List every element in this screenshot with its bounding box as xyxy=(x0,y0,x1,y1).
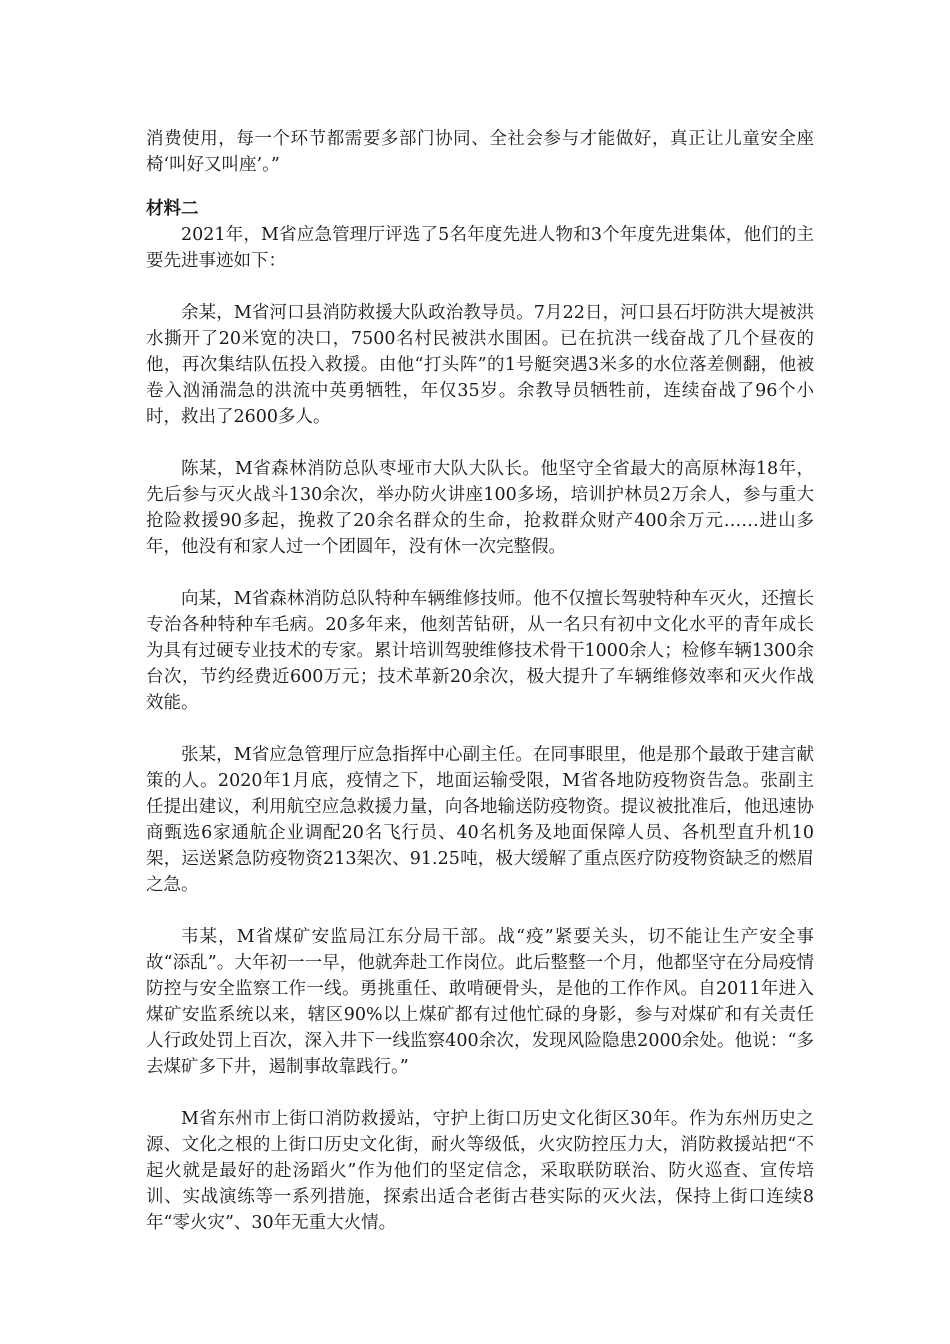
paragraph-yu: 余某，M省河口县消防救援大队政治教导员。7月22日，河口县石圩防洪大堤被洪水撕开了20米宽的决口，7500名村民被洪水围困。已在抗洪一线奋战了几个昼夜的他，再次集结队伍投入救援。由他“打头阵”的1号艇突遇3米多的水位落差侧翻，他被卷入汹涌湍急的洪流中英勇牺牲，年仅35岁。余教导员牺牲前，连续奋战了96个小时，救出了2600多人。 xyxy=(146,303,814,427)
spacer xyxy=(146,274,814,300)
section-intro: 2021年，M省应急管理厅评选了5名年度先进人物和3个年度先进集体，他们的主要先进事迹如下： xyxy=(146,225,814,271)
spacer xyxy=(146,430,814,456)
spacer xyxy=(146,1080,814,1106)
spacer xyxy=(146,716,814,742)
document-page xyxy=(146,126,814,1236)
spacer xyxy=(146,560,814,586)
paragraph-zhang: 张某，M省应急管理厅应急指挥中心副主任。在同事眼里，他是那个最敢于建言献策的人。2020年1月底，疫情之下，地面运输受限，M省各地防疫物资告急。张副主任提出建议，利用航空应急救援力量，向各地输送防疫物资。提议被批准后，他迅速协商甄选6家通航企业调配20名飞行员、40名机务及地面保障人员、各机型直升机10架，运送紧急防疫物资213架次、91.25吨，极大缓解了重点医疗防疫物资缺乏的燃眉之急。 xyxy=(146,745,814,895)
spacer xyxy=(146,898,814,924)
section-title: 材料二 xyxy=(146,199,199,219)
intro-continuation: 消费使用，每一个环节都需要多部门协同、全社会参与才能做好，真正让儿童安全座椅‘叫好又叫座’。” xyxy=(146,129,814,175)
paragraph-chen: 陈某，M省森林消防总队枣垭市大队大队长。他坚守全省最大的高原林海18年，先后参与灭火战斗130余次，举办防火讲座100多场，培训护林员2万余人，参与重大抢险救援90多起，挽救了20余名群众的生命，抢救群众财产400余万元……进山多年，他没有和家人过一个团圆年，没有休一次完整假。 xyxy=(146,459,814,557)
spacer xyxy=(146,178,814,196)
paragraph-wei: 韦某，M省煤矿安监局江东分局干部。战“疫”紧要关头，切不能让生产安全事故“添乱”。大年初一一早，他就奔赴工作岗位。此后整整一个月，他都坚守在分局疫情防控与安全监察工作一线。勇挑重任、敢啃硬骨头，是他的工作作风。自2011年进入煤矿安监系统以来，辖区90%以上煤矿都有过他忙碌的身影，参与对煤矿和有关责任人行政处罚上百次，深入井下一线监察400余次，发现风险隐患2000余处。他说：“多去煤矿多下井，遏制事故靠践行。” xyxy=(146,927,814,1077)
paragraph-xiang: 向某，M省森林消防总队特种车辆维修技师。他不仅擅长驾驶特种车灭火，还擅长专治各种特种车毛病。20多年来，他刻苦钻研，从一名只有初中文化水平的青年成长为具有过硬专业技术的专家。累计培训驾驶维修技术骨干1000余人；检修车辆1300余台次，节约经费近600万元；技术革新20余次，极大提升了车辆维修效率和灭火作战效能。 xyxy=(146,589,814,713)
paragraph-fire-station: M省东州市上街口消防救援站，守护上街口历史文化街区30年。作为东州历史之源、文化之根的上街口历史文化街，耐火等级低，火灾防控压力大，消防救援站把“不起火就是最好的赴汤蹈火”作为他们的坚定信念，采取联防联治、防火巡查、宣传培训、实战演练等一系列措施，探索出适合老街古巷实际的灭火法，保持上街口连续8年“零火灾”、30年无重大火情。 xyxy=(146,1109,814,1233)
